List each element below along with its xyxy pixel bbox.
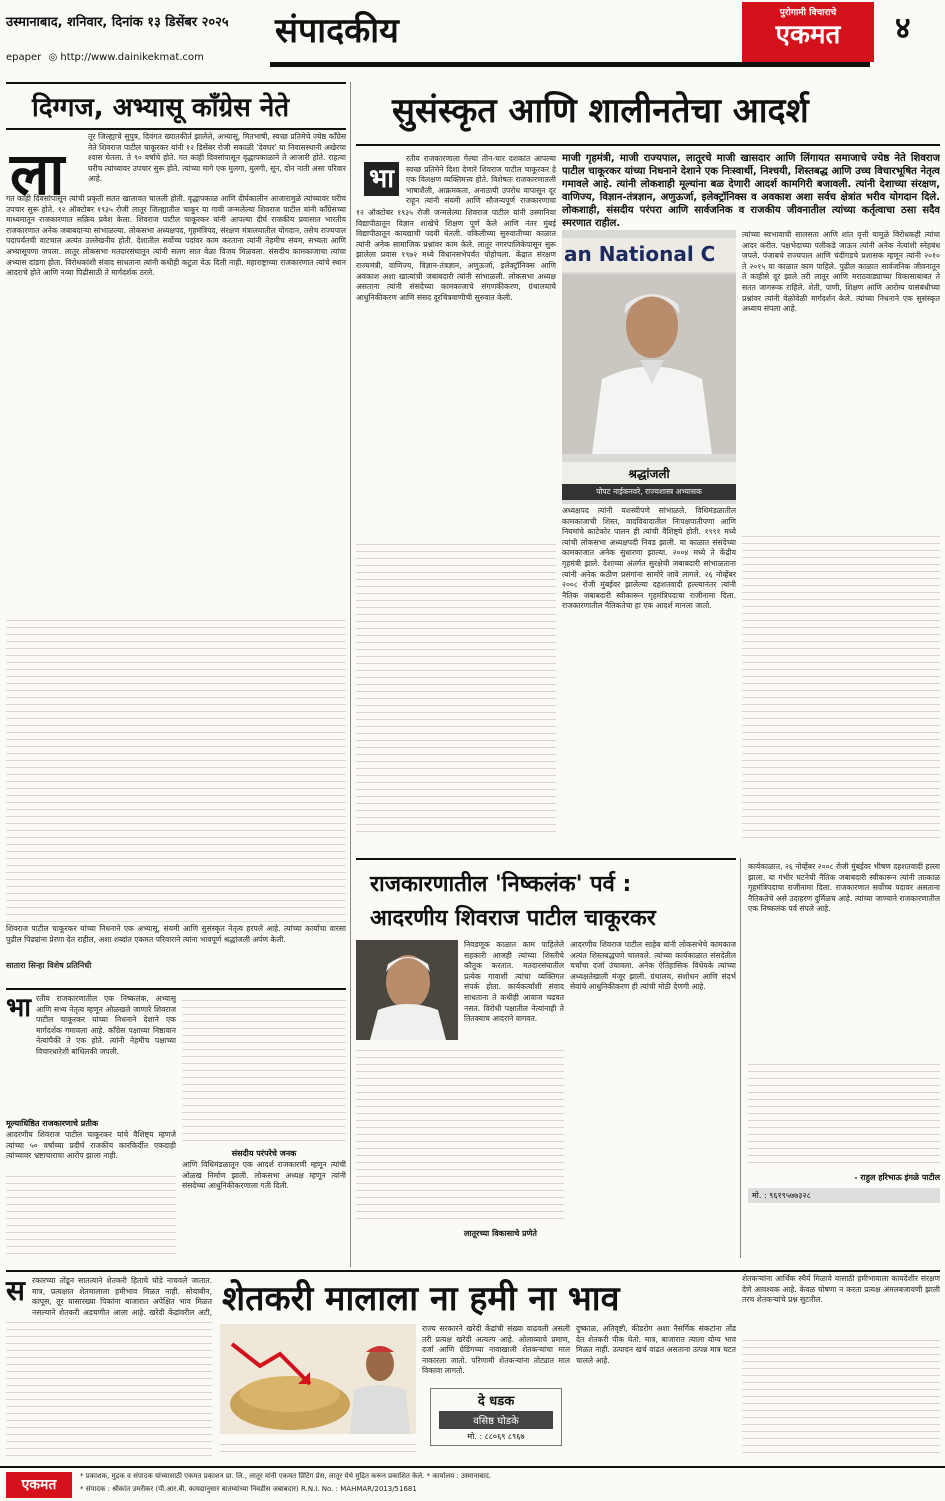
left-bottom-col-1-more (6, 1170, 176, 1260)
feature-col-1: रतीय राजकारणाला गेल्या तीन-चार दशकांत आपल्या स्वच्छ प्रतिमेने दिशा देणारे शिवराज पाटील चाकूरकर हे एक विलक्षण व्यक्तिमत्त्व होते. विशेषतः राजकारणातली भाषाशैली, आक्रमकता, अनाठायी उपरोध यापासून दूर राहून त्यांनी संयमी आणि सौजन्यपूर्ण राजकारणाचा (406, 154, 556, 206)
left-bottom-body-3: आणि विधिमंडळातून एक आदर्श राजकारणी म्हणून त्यांची ओळख निर्माण झाली. लोकसभा अध्यक्ष म्हणून त्यांनी संसदेच्या आधुनिकीकरणाला गती दिली. (182, 1160, 346, 1191)
second-article (356, 858, 940, 1258)
feature-col-3: अध्यक्षपद त्यांनी यशस्वीपणे सांभाळले. विधिमंडळातील कामकाजाची शिस्त, वादविवादातील निःपक्षपातीपणा आणि नियमांचे काटेकोर पालन ही त्यांची वैशिष्ट्ये होती. १९९१ मध्ये त्यांची लोकसभा अध्यक्षपदी निवड झाली. या काळात संसदेच्या कामकाजात अनेक सुधारणा झाल्या. २००४ मध्ये ते केंद्रीय गृहमंत्री झाले. देशाच्या अंतर्गत सुरक्षेची जबाबदारी सांभाळताना त्यांनी अनेक कठीण प्रसंगांना सामोरे जावे लागले. २६ नोव्हेंबर २००८ रोजी मुंबईवर झालेल्या दहशतवादी हल्ल्यानंतर त्यांनी नैतिक जबाबदारी स्वीकारून गृहमंत्रिपदाचा राजीनामा दिला. राजकारणातील नैतिकतेचा हा एक आदर्श मानला जातो. (562, 506, 736, 611)
left-bottom-subhead-1: मूल्याधिष्ठित राजकारणाचे प्रतीक (6, 1119, 99, 1128)
second-article-divider (740, 858, 741, 1258)
editorial-body-1: तूर जिल्ह्याचे सुपुत्र, दिवंगत ख्यातकीर्त झालेले, अभ्यासू, मितभाषी, स्वच्छ प्रतिमेचे ज्येष्ठ काँग्रेस नेते शिवराज पाटील चाकूरकर यांनी १२ डिसेंबर रोजी सकाळी 'देवघर' या निवासस्थानी अखेरचा श्वास घेतला. ते ९० वर्षांचे होते. गत काही दिवसांपासून वृद्धापकाळाने ते आजारी होते. राहत्या घरीच त्यांच्यावर उपचार सुरू होते. त्यांच्या मागे एक मुलगा, मुलगी, सून, दोन नाती असा परिवार आहे. (88, 132, 346, 184)
farm-col-5-more (742, 1334, 940, 1456)
column-author: वसिष्ठ घोडके (439, 1411, 553, 1429)
farm-col-1: रकारच्या तोंडून सातत्याने शेतकरी हिताचे घोडे नाचवले जातात. मात्र, प्रत्यक्षात शेतमालाला हमीभाव मिळत नाही. सोयाबीन, कापूस, तूर यासारख्या पिकांना बाजारात अपेक्षित भाव मिळत नसल्याने शेतकरी अडचणीत आला आहे. खरेदी केंद्रांवरील अटी, (32, 1276, 212, 1316)
feature-col-4: त्यांच्या स्वभावाची सालसता आणि शांत वृत्ती यामुळे विरोधकही त्यांचा आदर करीत. पक्षभेदाच्या पलीकडे जाऊन त्यांनी अनेक नेत्यांशी स्नेहबंध जपले. पंजाबचे राज्यपाल आणि चंदीगडचे प्रशासक म्हणून त्यांनी २०१० ते २०१५ या काळात काम पाहिले. पुढील काळात सार्वजनिक जीवनातून ते काहीसे दूर झाले तरी लातूर आणि मराठवाड्याच्या विकासाबाबत ते सतत जागरूक राहिले. शेती, पाणी, शिक्षण आणि आरोग्य यासंबंधीच्या प्रश्नांवर त्यांनी वेळोवेळी मार्गदर्शन केले. त्यांच्या निधनाने एक सुसंस्कृत अध्याय संपला आहे. (742, 230, 940, 314)
second-article-mobile: मो. : ९६१९५७७३२८ (748, 1188, 940, 1203)
brand-name: एकमत (775, 20, 841, 50)
footer-brand: एकमत (6, 1472, 72, 1498)
editorial-dropcap: ला (10, 140, 65, 208)
grain-illustration (220, 1324, 416, 1434)
editorial-title: दिग्गज, अभ्यासू काँग्रेस नेते (32, 93, 290, 123)
feature (356, 82, 940, 852)
farm-col-4: दुष्काळ, अतिवृष्टी, कीडरोग अशा नैसर्गिक संकटांना तोंड देत शेतकरी पीक घेतो. मात्र, बाजारात त्याला योग्य भाव मिळत नाही. उत्पादन खर्च वाढत असताना उत्पन्न मात्र घटत चालले आहे. (576, 1324, 736, 1365)
epaper-line[interactable] (6, 52, 204, 63)
feature-col-4-more (742, 530, 940, 842)
left-bottom-body: रतीय राजकारणातील एक निष्कलंक, अभ्यासू आणि सभ्य नेतृत्व म्हणून ओळखले जाणारे शिवराज पाटील चाकूरकर यांच्या निधनाने देशाने एक मार्गदर्शक गमावला आहे. काँग्रेस पक्षाच्या निष्ठावान नेत्यांपैकी ते एक होते. त्यांनी नेहमीच पक्षाच्या विचारधारेशी बांधिलकी जपली. (36, 994, 176, 1056)
column-author-mobile: मो. : ८८०६९ ८९६७ (467, 1432, 525, 1441)
left-bottom-col-2 (182, 994, 346, 1144)
website-link[interactable]: http://www.dainikekmat.com (60, 52, 204, 63)
farm-dropcap: स (6, 1274, 25, 1307)
footer-imprint-1: * प्रकाशक, मुद्रक व संपादक यांच्यासाठी एकमत प्रकाशन प्रा. लि., लातूर यांनी एकमत प्रिंटिंग प्रेस, लातूर येथे मुद्रित करून प्रकाशित केले. * कार्यालय : उस्मानाबाद. (80, 1472, 492, 1480)
dateline: उस्मानाबाद, शनिवार, दिनांक १३ डिसेंबर २०२५ (6, 15, 229, 30)
feature-col-1-more (356, 538, 556, 838)
second-article-footer-note: लातूरच्या विकासाचे प्रणेते (464, 1229, 537, 1238)
farm-col-2 (220, 1438, 416, 1456)
column-name: दे धडक (477, 1394, 515, 1409)
feature-title-rule (356, 144, 940, 146)
editorial-byline: सातारा सिन्हा विशेष प्रतिनिधी (6, 961, 92, 970)
column-box (430, 1388, 562, 1446)
second-article-title-2: आदरणीय शिवराज पाटील चाकूरकर (370, 906, 656, 931)
masthead (0, 0, 945, 70)
footer-imprint-2: * संपादक : श्रीकांत उमरीकर (पी.आर.बी. कायद्यानुसार बातम्यांच्या निवडीस जबाबदार) R.N.I. No. : MAHMAR/2013/51681 (80, 1485, 417, 1493)
portrait-illustration (562, 274, 736, 454)
farm-col-1-more (6, 1316, 212, 1456)
editorial-body-continued (6, 614, 346, 924)
brand-tagline: पुरोगामी विचाराचे (779, 8, 837, 18)
caption-byline: पोपट नाईकनवरे, राज्यशास्त्र अभ्यासक (562, 484, 736, 500)
caption-title: श्रद्धांजली (562, 462, 736, 485)
second-article-col-3: कार्यकाळात, २६ नोव्हेंबर २००८ रोजी मुंबईवर भीषण दहशतवादी हल्ला झाला. या गंभीर घटनेची नैतिक जबाबदारी स्वीकारून त्यांनी तात्काळ गृहमंत्रिपदाचा राजीनामा दिला. राजकारणात सर्वोच्च पदावर असताना नैतिकतेचे असे उदाहरण दुर्मिळच आहे. त्यांच्या जाण्याने राजकारणातील एक निष्कलंक पर्व संपले आहे. (748, 862, 940, 914)
left-bottom-body-2: आदरणीय शिवराज पाटील चाकूरकर यांचे वैशिष्ट्य म्हणजे त्यांच्या ५० वर्षांच्या प्रदीर्घ राजकीय कारकिर्दीत एकदाही त्यांच्यावर भ्रष्टाचाराचा आरोप झाला नाही. (6, 1130, 176, 1161)
feature-intro: माजी गृहमंत्री, माजी राज्यपाल, लातूरचे माजी खासदार आणि लिंगायत समाजाचे ज्येष्ठ नेते शिवराज पाटील चाकूरकर यांच्या निधनाने देशाने एक निःस्वार्थी, निश्चयी, शिस्तबद्ध आणि उच्च विचारभूषित नेतृत्व गमावले आहे. त्यांनी लोकशाही मूल्यांना बळ देणारी आदर्श कामगिरी बजावली. त्यांनी देशाच्या संरक्षण, वाणिज्य, विज्ञान-तंत्रज्ञान, अणुऊर्जा, इलेक्ट्रॉनिक्स व अवकाश अशा सर्वच क्षेत्रांत भरीव योगदान दिले. लोकशाही, संसदीय परंपरा आणि सार्वजनिक व राजकीय जीवनातील त्यांच्या कर्तृत्वाचा ठसा सदैव स्मरणात राहील. (562, 153, 940, 228)
banner-text: an National C (564, 242, 716, 266)
left-bottom-rule (6, 988, 346, 990)
farm-col-3: राज्य सरकारने खरेदी केंद्रांची संख्या वाढवली असली तरी प्रत्यक्ष खरेदी अत्यल्प आहे. ओलाव्याचे प्रमाण, दर्जा आणि ग्रेडिंगच्या नावाखाली शेतकऱ्यांचा माल नाकारला जातो. परिणामी शेतकऱ्यांना तोट्यात माल विकावा लागतो. (422, 1324, 570, 1376)
feature-title: सुसंस्कृत आणि शालीनतेचा आदर्श (392, 91, 809, 131)
footer (0, 1466, 945, 1501)
editorial-body-3: शिवराज पाटील चाकूरकर यांच्या निधनाने एक अभ्यासू, संयमी आणि सुसंस्कृत नेतृत्व हरपले आहे. त्यांच्या कार्याचा वारसा पुढील पिढ्यांना प्रेरणा देत राहील, अशा शब्दांत एकमत परिवाराने त्यांना भावपूर्ण श्रद्धांजली अर्पण केली. (6, 924, 346, 944)
editorial-left (6, 82, 346, 982)
second-article-col-3-more (748, 1058, 940, 1168)
epaper-label: epaper (6, 52, 42, 63)
section-title: संपादकीय (275, 11, 399, 51)
farm-col-5: शेतकऱ्यांना आर्थिक स्थैर्य मिळावे यासाठी हमीभावाला कायदेशीर संरक्षण देणे आवश्यक आहे. केवळ घोषणा न करता प्रत्यक्ष अंमलबजावणी झाली तरच शेतकऱ्यांचे प्रश्न सुटतील. (742, 1274, 940, 1305)
left-bottom-dropcap: भा (6, 993, 32, 1023)
second-article-col-2: आदरणीय शिवराज पाटील साहेब यांनी लोकसभेचे कामकाज अत्यंत शिस्तबद्धपणे चालवले. त्यांच्या कार्यकाळात संसदेतील चर्चांचा दर्जा उंचावला. अनेक ऐतिहासिक विधेयके त्यांच्या अध्यक्षतेखाली मंजूर झाली. ग्रंथालय, संशोधन आणि संदर्भ सेवांचे आधुनिकीकरण ही त्यांची मोठी देणगी आहे. (570, 940, 736, 992)
farm-article (6, 1270, 940, 1462)
banner-strip (562, 238, 736, 272)
second-article-col-1-more (356, 1044, 564, 1224)
left-bottom (6, 988, 346, 1268)
masthead-rule (270, 62, 870, 67)
editorial-top-rule (6, 82, 346, 84)
globe-icon: ◎ (48, 52, 58, 63)
editorial-title-rule (6, 128, 346, 130)
farm-article-top-rule (6, 1270, 940, 1272)
editorial-body-2: गत काही दिवसांपासून त्यांची प्रकृती सतत खालावत चालली होती. वृद्धापकाळ आणि दीर्घकालीन आजारामुळे त्यांच्यावर घरीच उपचार सुरू होते. १२ ऑक्टोबर १९३५ रोजी लातूर जिल्ह्यातील चाकूर या गावी जन्मलेल्या शिवराज पाटील यांनी काँग्रेसच्या माध्यमातून राजकारणात सक्रिय प्रवेश केला. शिवराज पाटील चाकूरकर यांनी आपल्या दीर्घ राजकीय प्रवासात भारतीय राजकारणात अनेक जबाबदाऱ्या सांभाळल्या. लोकसभा अध्यक्षपद, गृहमंत्रिपद, संरक्षण मंत्रालयातील योगदान, तसेच राज्यपाल पदापर्यंतची वाटचाल अत्यंत उल्लेखनीय होती. देशातील सर्वोच्च पदांवर काम करताना त्यांनी नेहमीच संयम, सभ्यता आणि अभ्यासूपणा जपला. लातूर लोकसभा मतदारसंघातून त्यांनी सलग सात वेळा विजय मिळवला. संसदीय कामकाजाचा त्यांचा अभ्यास दांडगा होता. विरोधकांशी संवाद साधताना त्यांनी कधीही कटुता येऊ दिली नाही. महाराष्ट्राच्या राजकारणात त्यांचे स्थान आदराचे होते आणि नव्या पिढीसाठी ते मार्गदर्शक ठरले. (6, 194, 346, 278)
column-divider (350, 82, 351, 1267)
feature-dropcap: भा (364, 162, 399, 196)
page-number: ४ (895, 11, 911, 46)
second-article-title-1: राजकारणातील 'निष्कलंक' पर्व : (370, 872, 632, 897)
portrait-photo-2 (356, 940, 458, 1040)
feature-col-1-cont: १२ ऑक्टोबर १९३५ रोजी जन्मलेल्या शिवराज पाटील यांनी उस्मानिया विद्यापीठातून विज्ञान शाखेचे शिक्षण पूर्ण केले आणि नंतर मुंबई विद्यापीठातून कायद्याची पदवी घेतली. वकिलीच्या सुरुवातीच्या काळात त्यांनी अनेक सामाजिक प्रश्नांवर काम केले. लातूर नगरपालिकेपासून सुरू झालेला प्रवास १९७२ मध्ये विधानसभेपर्यंत पोहोचला. केंद्रात संरक्षण राज्यमंत्री, वाणिज्य, विज्ञान-तंत्रज्ञान, अणुऊर्जा, इलेक्ट्रॉनिक्स आणि अवकाश अशा खात्यांची जबाबदारी त्यांनी सांभाळली. लोकसभा अध्यक्ष असताना त्यांनी संसदेच्या कामकाजाचे संगणकीकरण, ग्रंथालयाचे आधुनिकीकरण आणि संसद दूरचित्रवाणीची सुरुवात केली. (356, 208, 556, 302)
brand-box (742, 2, 874, 62)
farm-title: शेतकरी मालाला ना हमी ना भाव (222, 1279, 620, 1319)
second-article-byline: - राहुल हरिभाऊ इंगळे पाटील (854, 1173, 940, 1182)
second-article-top-rule (356, 858, 736, 860)
second-article-col-1: निवडणूक काळात काम पाहिलेले सहकारी आजही त्यांच्या शिस्तीचे कौतुक करतात. मतदारसंघातील प्रत्येक गावाशी त्यांचा व्यक्तिगत संपर्क होता. कार्यकर्त्यांशी संवाद साधताना ते कधीही आवाज चढवत नसत. विरोधी पक्षातील नेत्यांनाही ते तितक्याच आदराने वागवत. (464, 940, 564, 1024)
left-bottom-subhead-2: संसदीय परंपरेचे जनक (231, 1149, 297, 1158)
